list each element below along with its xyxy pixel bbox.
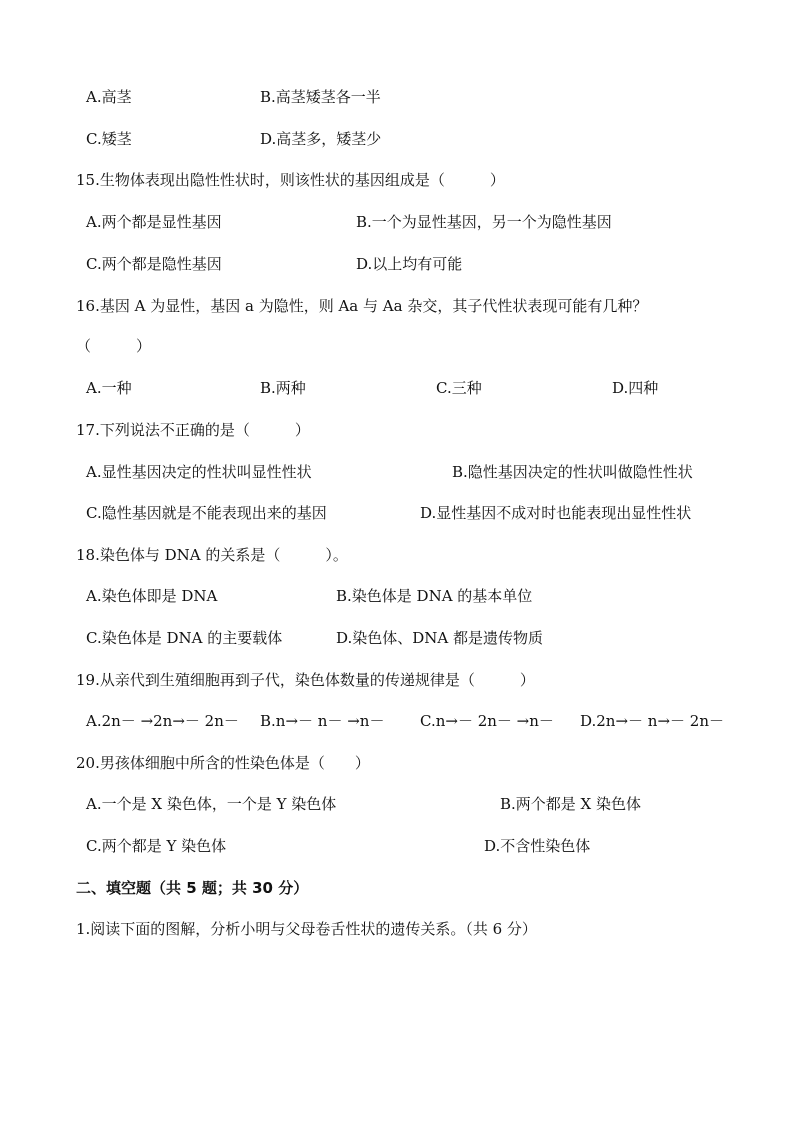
q20-option-a: A.一个是 X 染色体，一个是 Y 染色体	[86, 795, 337, 813]
q18-option-b: B.染色体是 DNA 的基本单位	[336, 587, 533, 605]
q15-option-b: B.一个为显性基因，另一个为隐性基因	[356, 213, 612, 231]
q14-options-row-1	[0, 85, 794, 109]
q16-stem-continuation: （ ）	[76, 337, 152, 355]
q14-option-d: D.高茎多，矮茎少	[260, 130, 382, 148]
q17-option-a: A.显性基因决定的性状叫显性性状	[86, 463, 312, 481]
q19-options-row	[0, 709, 794, 733]
q17-option-b: B.隐性基因决定的性状叫做隐性性状	[452, 463, 693, 481]
section-heading-row	[0, 876, 794, 900]
q19-option-b: B.n→－ n－ →n－	[260, 712, 385, 730]
q18-options-row-1	[0, 584, 794, 608]
q17-stem-row	[0, 418, 794, 442]
q15-option-d: D.以上均有可能	[356, 255, 463, 273]
q18-stem: 18.染色体与 DNA 的关系是（ ）。	[76, 546, 348, 564]
q18-stem-row	[0, 543, 794, 567]
q15-option-c: C.两个都是隐性基因	[86, 255, 222, 273]
q19-option-a: A.2n－ →2n→－ 2n－	[86, 712, 239, 730]
q17-option-d: D.显性基因不成对时也能表现出显性性状	[420, 504, 692, 522]
q16-stem: 16.基因 A 为显性，基因 a 为隐性，则 Aa 与 Aa 杂交，其子代性状表现可能有几种？	[76, 297, 648, 315]
q15-stem: 15.生物体表现出隐性性状时，则该性状的基因组成是（ ）	[76, 171, 505, 189]
q20-option-b: B.两个都是 X 染色体	[500, 795, 642, 813]
q19-stem: 19.从亲代到生殖细胞再到子代，染色体数量的传递规律是（ ）	[76, 671, 535, 689]
q19-stem-row	[0, 668, 794, 692]
q20-stem: 20.男孩体细胞中所含的性染色体是（ ）	[76, 754, 370, 772]
q15-stem-row	[0, 168, 794, 192]
q14-options-row-2	[0, 127, 794, 151]
q20-stem-row	[0, 751, 794, 775]
q15-option-a: A.两个都是显性基因	[86, 213, 222, 231]
q16-option-c: C.三种	[436, 379, 482, 397]
q20-options-row-1	[0, 792, 794, 816]
q19-option-c: C.n→－ 2n－ →n－	[420, 712, 554, 730]
q14-option-b: B.高茎矮茎各一半	[260, 88, 381, 106]
fill1-stem-row	[0, 917, 794, 941]
q18-options-row-2	[0, 626, 794, 650]
q17-option-c: C.隐性基因就是不能表现出来的基因	[86, 504, 327, 522]
q20-options-row-2	[0, 834, 794, 858]
section-heading: 二、填空题（共 5 题；共 30 分）	[76, 879, 309, 897]
q16-stem-row	[0, 294, 794, 318]
q16-option-d: D.四种	[612, 379, 659, 397]
q15-options-row-2	[0, 252, 794, 276]
q16-option-b: B.两种	[260, 379, 306, 397]
q18-option-d: D.染色体、DNA 都是遗传物质	[336, 629, 544, 647]
q16-options-row	[0, 376, 794, 400]
q15-options-row-1	[0, 210, 794, 234]
q14-option-a: A.高茎	[86, 88, 132, 106]
fill1-stem: 1.阅读下面的图解，分析小明与父母卷舌性状的遗传关系。（共 6 分）	[76, 920, 537, 938]
q19-option-d: D.2n→－ n→－ 2n－	[580, 712, 725, 730]
q20-option-d: D.不含性染色体	[484, 837, 591, 855]
q14-option-c: C.矮茎	[86, 130, 132, 148]
q17-options-row-1	[0, 460, 794, 484]
q18-option-a: A.染色体即是 DNA	[86, 587, 218, 605]
q18-option-c: C.染色体是 DNA 的主要载体	[86, 629, 283, 647]
q20-option-c: C.两个都是 Y 染色体	[86, 837, 227, 855]
q16-option-a: A.一种	[86, 379, 132, 397]
q17-stem: 17.下列说法不正确的是（ ）	[76, 421, 310, 439]
q16-stem-continuation-row	[0, 334, 794, 358]
q17-options-row-2	[0, 501, 794, 525]
